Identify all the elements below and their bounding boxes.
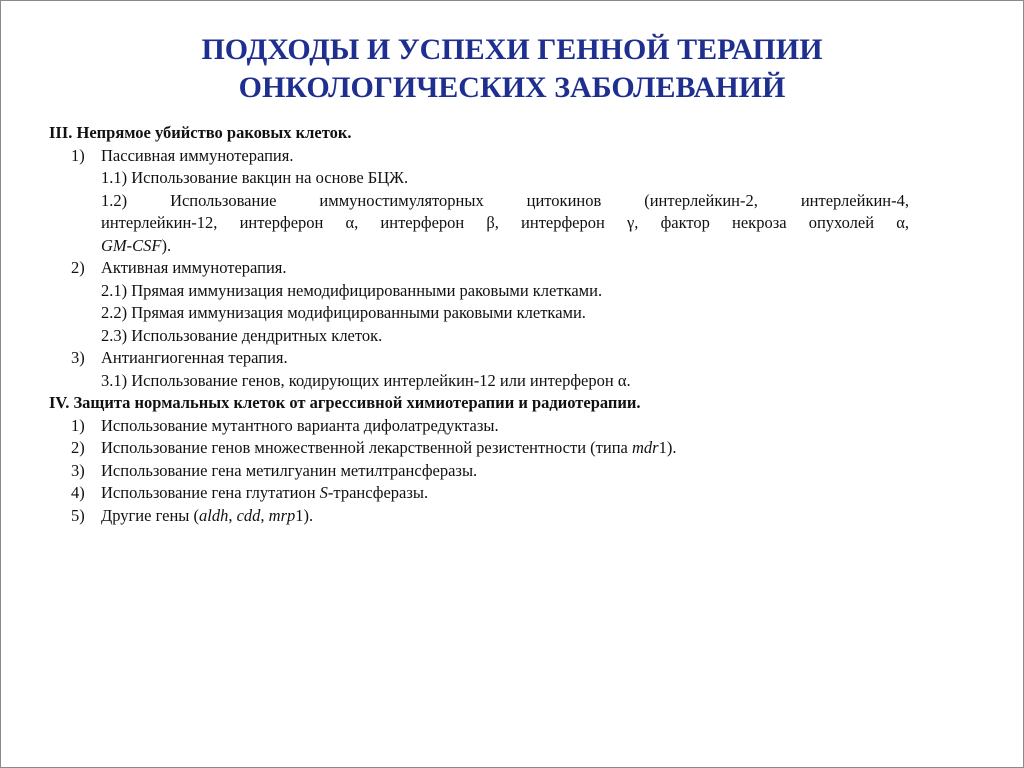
- list-text: Активная иммунотерапия.: [101, 258, 287, 277]
- section-iv-heading: IV. Защита нормальных клеток от агрессивной химиотерапии и радиотерапии.: [49, 393, 641, 412]
- list-item: [49, 505, 909, 528]
- sub-item: 2.1) Прямая иммунизация немодифицированными раковыми клетками.: [101, 280, 603, 300]
- list-text: Антиангиогенная терапия.: [101, 348, 288, 367]
- italic-term: cdd: [236, 505, 261, 525]
- list-text: Использование гена глутатион S-трансферазы.: [101, 483, 429, 502]
- section-iii-heading: III. Непрямое убийство раковых клеток.: [49, 123, 352, 142]
- list-text: Использование мутантного варианта дифолатредуктазы.: [101, 415, 499, 435]
- list-number: 1): [71, 415, 85, 435]
- title-line-1: ПОДХОДЫ И УСПЕХИ ГЕННОЙ ТЕРАПИИ: [201, 33, 823, 66]
- list-text: Пассивная иммунотерапия.: [101, 145, 294, 165]
- list-item: [49, 437, 909, 460]
- list-item: [49, 460, 909, 483]
- sub-item: 3.1) Использование генов, кодирующих интерлейкин-12 или интерферон α.: [101, 370, 631, 390]
- list-number: 4): [71, 483, 85, 502]
- list-number: 1): [71, 145, 85, 165]
- italic-term: mdr: [631, 438, 659, 457]
- sub-item-continuation: интерлейкин-12, интерферон α, интерферон β, интерферон γ, фактор некроза опухолей α,: [101, 213, 909, 232]
- list-item: [49, 145, 909, 168]
- list-item: [49, 257, 909, 280]
- italic-term: S: [319, 483, 328, 502]
- sub-item: 1.1) Использование вакцин на основе БЦЖ.: [101, 168, 409, 187]
- italic-term: aldh: [199, 505, 229, 525]
- title-line-2: ОНКОЛОГИЧЕСКИХ ЗАБОЛЕВАНИЙ: [238, 71, 786, 104]
- list-item: [49, 347, 909, 370]
- list-number: 3): [71, 460, 85, 480]
- list-number: 2): [71, 258, 85, 277]
- list-text: Использование гена метилгуанин метилтрансферазы.: [101, 460, 478, 480]
- list-text: Другие гены (aldh, cdd, mrp1).: [101, 505, 314, 525]
- list-number: 2): [71, 438, 85, 457]
- sub-item: 2.3) Использование дендритных клеток.: [101, 325, 383, 345]
- sub-item-continuation: GM-CSF).: [101, 235, 172, 255]
- italic-term: mrp: [268, 505, 296, 525]
- sub-item: 1.2) Использование иммуностимуляторных цитокинов (интерлейкин-2, интерлейкин-4,: [101, 190, 909, 210]
- list-text: Использование генов множественной лекарственной резистентности (типа mdr1).: [101, 438, 677, 457]
- slide-content: [49, 122, 909, 527]
- italic-term: GM-CSF: [101, 235, 162, 255]
- list-number: 3): [71, 348, 85, 367]
- list-number: 5): [71, 505, 85, 525]
- list-item: [49, 482, 909, 505]
- list-item: [49, 415, 909, 438]
- sub-item: 2.2) Прямая иммунизация модифицированными раковыми клетками.: [101, 303, 586, 322]
- slide-title: [1, 31, 1023, 107]
